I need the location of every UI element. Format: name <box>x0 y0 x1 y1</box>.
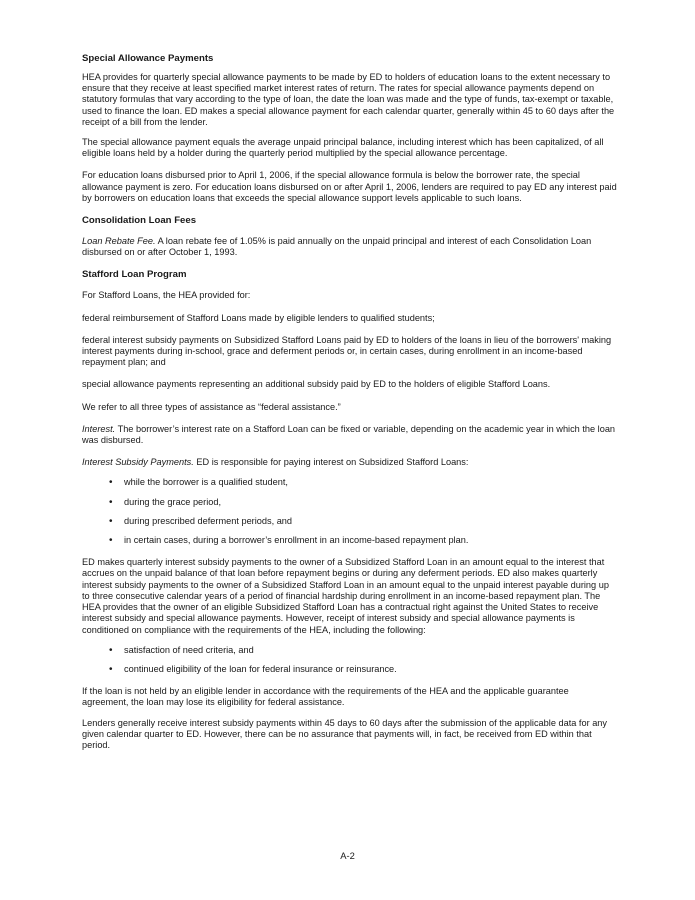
paragraph-interest-subsidy: Interest Subsidy Payments. ED is responsible for paying interest on Subsidized Stafford Loans: <box>82 457 469 468</box>
heading-consolidation: Consolidation Loan Fees <box>82 215 197 227</box>
list-item: • during prescribed deferment periods, and <box>82 516 617 527</box>
paragraph: For education loans disbursed prior to April 1, 2006, if the special allowance formula is below the borrower rate, the special allowance payment is zero. For education loans disbursed on or after April 1, 2006, lenders are required to pay ED any interest paid by borrowers on education loans that exceeds the special allowance support levels applicable to such loans. <box>82 170 617 203</box>
paragraph: federal reimbursement of Stafford Loans made by eligible lenders to qualified students; <box>82 312 435 323</box>
paragraph: If the loan is not held by an eligible lender in accordance with the requirements of the HEA and the applicable guarantee agreement, the loan may lose its eligibility for federal assistance. <box>82 686 569 708</box>
heading-stafford: Stafford Loan Program <box>82 269 187 281</box>
bullet-list <box>82 477 617 546</box>
list-item: • during the grace period, <box>82 497 617 508</box>
paragraph-interest: Interest. The borrower’s interest rate on a Stafford Loan can be fixed or variable, depending on the academic year in which the loan was disbursed. <box>82 423 616 446</box>
bullet-list <box>82 645 617 675</box>
paragraph-loan-rebate: Loan Rebate Fee. A loan rebate fee of 1.05% is paid annually on the unpaid principal and interest of each Consolidation Loan disbursed on or after October 1, 1993. <box>82 236 592 258</box>
term-loan-rebate-fee: Loan Rebate Fee. <box>82 236 156 247</box>
paragraph: HEA provides for quarterly special allowance payments to be made by ED to holders of education loans to the extent necessary to ensure that they receive at least specified market interest rates of return. The rates for special allowance payments depend on statutory formulas that vary according to the type of loan, the date the loan was made and the type of funds, tax-exempt or taxable, used to finance the loan. ED makes a special allowance payment for each calendar quarter, generally within 45 to 60 days after the receipt of a bill from the lender. <box>82 72 615 127</box>
list-item: • in certain cases, during a borrower’s enrollment in an income-based repayment plan. <box>82 535 617 546</box>
paragraph: federal interest subsidy payments on Subsidized Stafford Loans paid by ED to holders of the loans in lieu of the borrowers' making interest payments during in-school, grace and deferment periods or, in certain cases, during enrollment in an income-based repayment plan; and <box>82 334 612 368</box>
paragraph: The special allowance payment equals the average unpaid principal balance, including interest which has been capitalized, of all eligible loans held by a holder during the quarterly period multiplied by the special allowance percentage. <box>82 137 604 159</box>
paragraph: We refer to all three types of assistance as “federal assistance.” <box>82 401 341 412</box>
paragraph: Lenders generally receive interest subsidy payments within 45 days to 60 days after the submission of the applicable data for any given calendar quarter to ED. However, there can be no assurance that payments will, in fact, be received from ED within that period. <box>82 717 608 750</box>
list-item: • continued eligibility of the loan for federal insurance or reinsurance. <box>82 664 617 675</box>
paragraph: special allowance payments representing an additional subsidy paid by ED to the holders of eligible Stafford Loans. <box>82 379 551 390</box>
paragraph: ED makes quarterly interest subsidy payments to the owner of a Subsidized Stafford Loan in an amount equal to the interest that accrues on the unpaid balance of that loan before repayment begins or during any deferment periods. ED also makes quarterly interest subsidy payments to the owner of a Subsidized Stafford Loan in an amount equal to the unpaid interest payable during up to three consecutive calendar years of a period of financial hardship during enrollment in an income-based repayment plan. The HEA provides that the owner of an eligible Subsidized Stafford Loan has a contractual right against the United States to receive interest subsidy and special allowance payments. However, receipt of interest subsidy and special allowance payments is conditioned on compliance with the requirements of the HEA, including the following: <box>82 557 609 635</box>
term-interest-subsidy: Interest Subsidy Payments. <box>82 457 194 468</box>
page-number: A-2 <box>340 850 355 861</box>
list-item: • satisfaction of need criteria, and <box>82 645 617 656</box>
document-body <box>82 53 617 760</box>
heading-special-allowance: Special Allowance Payments <box>82 53 214 64</box>
paragraph: For Stafford Loans, the HEA provided for: <box>82 290 251 301</box>
term-interest: Interest. <box>82 423 116 434</box>
list-item: • while the borrower is a qualified student, <box>82 477 617 488</box>
